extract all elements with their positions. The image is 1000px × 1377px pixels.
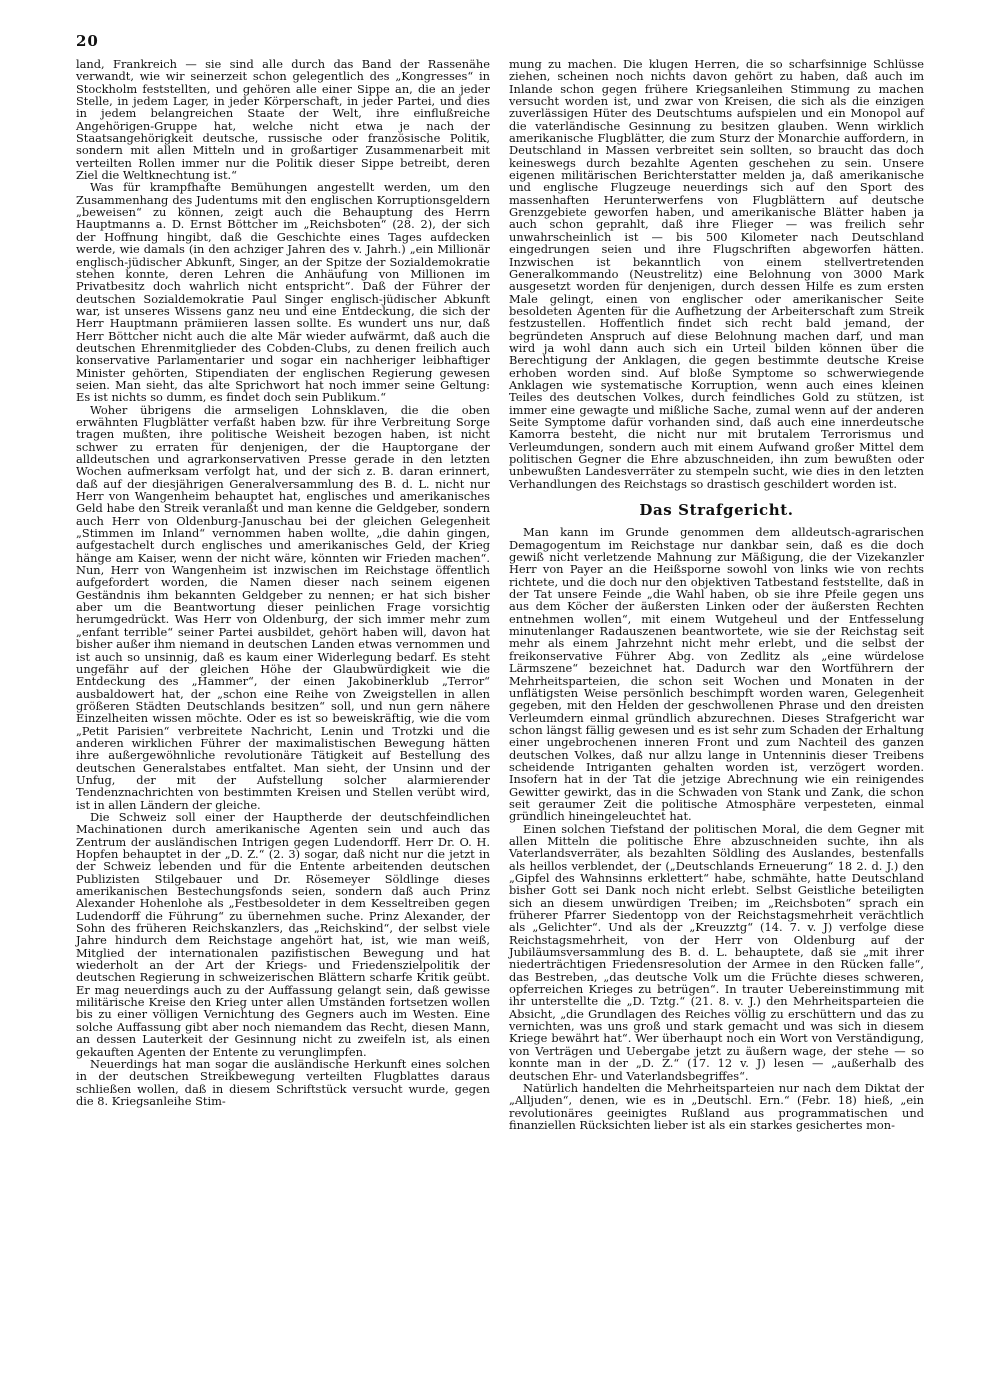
paragraph: Man kann im Grunde genommen dem alldeutsch-agrarischen Demagogentum im Reichstage nur dankbar sein, daß es die doch gewiß nicht verletzende Mahnung zur Mäßigung, die der Vizekanzler Herr von Payer an die Heißsporne sowohl von links wie von rechts richtete, und die doch nur den objektiven Tatbestand feststellte, daß in der Tat unsere Feinde „die Wahl haben, ob sie ihre Pfeile gegen uns aus dem Köcher der äußersten Linken oder der äußersten Rechten entnehmen wollen“, mit einem Wutgeheul und der Entfesselung minutenlanger Radauszenen beantwortete, wie sie der Reichstag seit mehr als einem Jahrzehnt nicht mehr erlebt, und die selbst der freikonservative Führer Abg. von Zedlitz als „eine würdelose Lärmszene“ bezeichnet hat. Dadurch war den Wortführern der Mehrheitsparteien, die schon seit Wochen und Monaten in der unflätigsten Weise persönlich beschimpft worden waren, Gelegenheit gegeben, mit den Helden der geschwollenen Phrase und den dreisten Verleumdern einmal gründlich abzurechnen. Dieses Strafgericht war schon längst fällig gewesen und es ist sehr zum Schaden der Erhaltung einer ungebrochenen inneren Front und zum Nachteil des ganzen deutschen Volkes, daß nur allzu lange in Untenninis dieser Treibens scheidende Intriganten gehalten worden ist, verzögert worden. Insofern hat in der Tat die jetzige Abrechnung wie ein reinigendes Gewitter gewirkt, das in die Schwaden von Stank und Zank, die schon seit geraumer Zeit die politische Atmosphäre verpesteten, einmal gründlich hineingeleuchtet hat. [509, 525, 924, 824]
paragraph: Natürlich handelten die Mehrheitsparteien nur nach dem Diktat der „Alljuden“, denen, wie es in „Deutschl. Ern.“ (Febr. 18) hieß, „ein revolutionäres geeinigtes Rußland aus programmatischen und finanziellen Rücksichten lieber ist als ein starkes gesichertes mon- [509, 1080, 924, 1132]
paragraph: Die Schweiz soll einer der Hauptherde der deutschfeindlichen Machinationen durch amerikanische Agenten sein und auch das Zentrum der ausländischen Intrigen gegen Ludendorff. Herr Dr. O. H. Hopfen behauptet in der „D. Z.“ (2. 3) sogar, daß nicht nur die jetzt in der Schweiz lebenden und für die Entente arbeitenden deutschen Publizisten Stilgebauer und Dr. Rösemeyer Söldlinge dieses amerikanischen Bestechungsfonds seien, sondern daß auch Prinz Alexander Hohenlohe als „Festbesoldeter in dem Kesseltreiben gegen Ludendorff die Führung“ zu übernehmen suche. Prinz Alexander, der Sohn des früheren Reichskanzlers, das „Reichskind“, der selbst viele Jahre hindurch dem Reichstage angehört hat, ist, wie man weiß, Mitglied der internationalen pazifistischen Bewegung und hat wiederholt an der Art der Kriegs- und Friedenszielpolitik der deutschen Regierung in schweizerischen Blättern scharfe Kritik geübt. Er mag neuerdings auch zu der Auffassung gelangt sein, daß gewisse militärische Kreise den Krieg unter allen Umständen fortsetzen wollen bis zu einer völligen Vernichtung des Gegners auch im Westen. Eine solche Auffassung gibt aber noch niemandem das Recht, diesen Mann, an dessen Lauterkeit der Gesinnung nicht zu zweifeln ist, als einen gekauften Agenten der Entente zu verunglimpfen. [76, 809, 490, 1059]
paragraph: Einen solchen Tiefstand der politischen Moral, die dem Gegner mit allen Mitteln die politische Ehre abzuschneiden suchte, ihn als Vaterlandsverräter, als bezahlten Söldling des Auslandes, bestenfalls als heillos verblendet, der („Deutschlands Erneuerung“ 18 2. d. J.) den „Gipfel des Wahnsinns erklettert“ habe, schmähte, hatte Deutschland bisher Gott sei Dank noch nicht erlebt. Selbst Geistliche beteiligten sich an diesem unwürdigen Treiben; im „Reichsboten“ sprach ein früherer Pfarrer Siedentopp von der Reichstagsmehrheit verächtlich als „Gelichter“. Und als der „Kreuzztg“ (14. 7. v. J) verfolge diese Reichstagsmehrheit, von der Herr von Oldenburg auf der Jubiläumsversammlung des B. d. L. behauptete, daß sie „mit ihrer niederträchtigen Friedensresolution der Armee in den Rücken falle“, das Bestreben, „das deutsche Volk um die Früchte dieses schweren, opferreichen Krieges zu betrügen“. In trauter Uebereinstimmung mit ihr unterstellte die „D. Tztg.“ (21. 8. v. J.) den Mehrheitsparteien die Absicht, „die Grundlagen des Reiches völlig zu erschüttern und das zu vernichten, was uns groß und stark gemacht und was sich in diesem Kriege bewährt hat“. Wer überhaupt noch ein Wort von Verständigung, von Verträgen und Uebergabe jetzt zu äußern wage, der stehe — so konnte man in der „D. Z.“ (17. 12 v. J) lesen — „außerhalb des deutschen Ehr- und Vaterlandsbegriffes“. [509, 821, 924, 1083]
paragraph: Was für krampfhafte Bemühungen angestellt werden, um den Zusammenhang des Judentums mit den englischen Korruptionsgeldern „beweisen“ zu können, zeigt auch die Behauptung des Herrn Hauptmanns a. D. Ernst Böttcher im „Reichsboten“ (28. 2), der sich der Hoffnung hingibt, daß die Geschichte eines Tages aufdecken werde, wie damals (in den achziger Jahren des v. Jahrh.) „ein Millionär englisch-jüdischer Abkunft, Singer, an der Spitze der Sozialdemokratie stehen konnte, deren Lehren die Anhäufung von Millionen im Privatbesitz doch wahrlich nicht entspricht“. Daß der Führer der deutschen Sozialdemokratie Paul Singer englisch-jüdischer Abkunft war, ist unseres Wissens ganz neu und eine Entdeckung, die sich der Herr Hauptmann prämiieren lassen sollte. Es wundert uns nur, daß Herr Böttcher nicht auch die alte Mär wieder aufwärmt, daß auch die deutschen Ehrenmitglieder des Cobden-Clubs, zu denen freilich auch konservative Parlamentarier und sogar ein nachheriger leibhaftiger Minister gehörten, Stipendiaten der englischen Regierung gewesen seien. Man sieht, das alte Sprichwort hat noch immer seine Geltung: Es ist nichts so dumm, es findet doch sein Publikum.“ [76, 180, 490, 405]
paragraph: Neuerdings hat man sogar die ausländische Herkunft eines solchen in der deutschen Streikbewegung verteilten Flugblattes daraus schließen wollen, daß in diesem Schriftstück versucht wurde, gegen die 8. Kriegsanleihe Stim- [76, 1056, 490, 1108]
paragraph: Woher übrigens die armseligen Lohnsklaven, die die oben erwähnten Flugblätter verfaßt haben bzw. für ihre Verbreitung Sorge tragen mußten, ihre politische Weisheit bezogen haben, ist nicht schwer zu erraten für denjenigen, der die Hauptorgane der alldeutschen und agrarkonservativen Presse gerade in den letzten Wochen aufmerksam verfolgt hat, und der sich z. B. daran erinnert, daß auf der diesjährigen Generalversammlung des B. d. L. nicht nur Herr von Wangenheim behauptet hat, englisches und amerikanisches Geld habe den Streik veranlaßt und man kenne die Geldgeber, sondern auch Herr von Oldenburg-Januschau bei der gleichen Gelegenheit „Stimmen im Inland“ vernommen haben wollte, „die dahin gingen, aufgestachelt durch englisches und amerikanisches Geld, der Krieg hänge am Kaiser, wenn der nicht wäre, könnten wir Frieden machen“. Nun, Herr von Wangenheim ist inzwischen im Reichstage öffentlich aufgefordert worden, die Namen dieser nach seinem eigenen Geständnis ihm bekannten Geldgeber zu nennen; er hat sich bisher aber um die Beantwortung dieser peinlichen Frage vorsichtig herumgedrückt. Was Herr von Oldenburg, der sich immer mehr zum „enfant terrible“ seiner Partei ausbildet, gehört haben will, davon hat bisher außer ihm niemand in deutschen Landen etwas vernommen und ist auch so unsinnig, daß es kaum einer Widerlegung bedarf. Es steht ungefähr auf der gleichen Höhe der Glaubwürdigkeit wie die Entdeckung des „Hammer“, der einen Jakobinerklub „Terror“ ausbaldowert hat, der „schon eine Reihe von Zweigstellen in allen größeren Städten Deutschlands besitzen“ soll, und nun gern nähere Einzelheiten wissen möchte. Oder es ist so beweiskräftig, wie die vom „Petit Parisien“ verbreitete Nachricht, Lenin und Trotzki und die anderen wirklichen Führer der maximalistischen Bewegung hätten ihre außergewöhnliche revolutionäre Tätigkeit auf Bestellung des deutschen Generalstabes entfaltet. Man sieht, der Unsinn und der Unfug, der mit der Aufstellung solcher alarmierender Tendenznachrichten von bestimmten Kreisen und Stellen verübt wird, ist in allen Ländern der gleiche. [76, 402, 490, 812]
right-column [509, 58, 924, 1131]
left-column [76, 58, 490, 1107]
paragraph: land, Frankreich — sie sind alle durch das Band der Rassenähe verwandt, wie wir seinerzeit schon gelegentlich des „Kongresses“ in Stockholm feststellten, und gehören alle einer Sippe an, die an jeder Stelle, in jedem Lager, in jeder Körperschaft, in jeder Partei, und dies in jedem belangreichen Staate der Welt, ihre einflußreiche Angehörigen-Gruppe hat, welche nicht etwa je nach der Staatsangehörigkeit deutsche, russische oder französische Politik, sondern mit allen Mitteln und in großartiger Zusammenarbeit mit verteilten Rollen immer nur die Politik dieser Sippe betreibt, deren Ziel die Weltknechtung ist.“ [76, 57, 490, 183]
paragraph: mung zu machen. Die klugen Herren, die so scharfsinnige Schlüsse ziehen, scheinen noch nichts davon gehört zu haben, daß auch im Inlande schon gegen frühere Kriegsanleihen Stimmung zu machen versucht worden ist, und zwar von Kreisen, die sich als die einzigen zuverlässigen Hüter des Deutschtums aufspielen und ein Monopol auf die vaterländische Gesinnung zu besitzen glauben. Wenn wirklich amerikanische Flugblätter, die zum Sturz der Monarchie auffordern, in Deutschland in Massen verbreitet sein sollten, so braucht das doch keineswegs durch bezahlte Agenten geschehen zu sein. Unsere eigenen militärischen Berichterstatter melden ja, daß amerikanische und englische Flugzeuge neuerdings sich auf den Sport des massenhaften Herunterwerfens von Flugblättern auf deutsche Grenzgebiete geworfen haben, und amerikanische Blätter haben ja auch schon geprahlt, daß ihre Flieger — was freilich sehr unwahrscheinlich ist — bis 500 Kilometer nach Deutschland eingedrungen seien und ihre Flugschriften abgeworfen hätten. Inzwischen ist bekanntlich von einem stellvertretenden Generalkommando (Neustrelitz) eine Belohnung von 3000 Mark ausgesetzt worden für denjenigen, durch dessen Hilfe es zum ersten Male gelingt, einen von englischer oder amerikanischer Seite besoldeten Agenten für die Aufhetzung der Arbeiterschaft zum Streik festzustellen. Hoffentlich findet sich recht bald jemand, der begründeten Anspruch auf diese Belohnung machen darf, und man wird ja wohl dann auch sich ein Urteil bilden können über die Berechtigung der Anklagen, die gegen bestimmte deutsche Kreise erhoben worden sind. Auf bloße Symptome so schwerwiegende Anklagen wie systematische Korruption, wenn auch eines kleinen Teiles des deutschen Volkes, durch feindliches Gold zu stützen, ist immer eine gewagte und mißliche Sache, zumal wenn auf der anderen Seite Symptome dafür vorhanden sind, daß auch eine innerdeutsche Kamorra besteht, die nicht nur mit brutalem Terrorismus und Verleumdungen, sondern auch mit einem Aufwand großer Mittel dem politischen Gegner die Ehre abzuschneiden, ihn zum bewußten oder unbewußten Landesverräter zu stempeln sucht, wie dies in den letzten Verhandlungen des Reichstags so drastisch geschildert worden ist. [509, 57, 924, 491]
page-number: 20 [76, 32, 99, 50]
section-heading: Das Strafgericht. [639, 501, 794, 520]
